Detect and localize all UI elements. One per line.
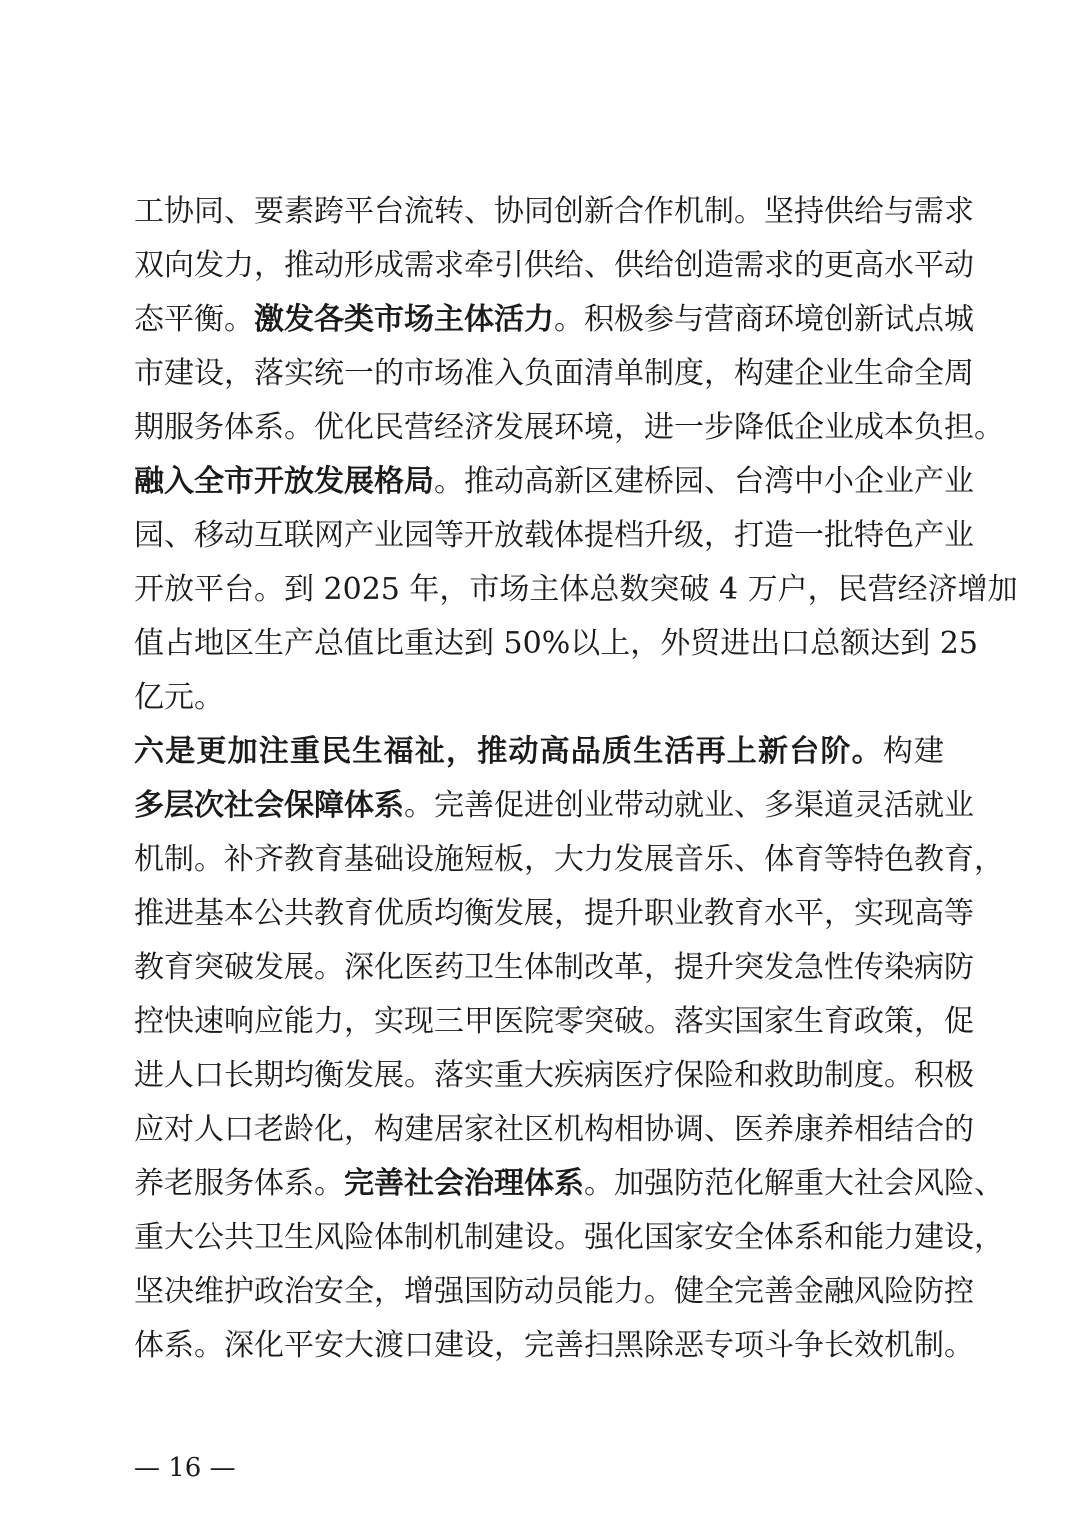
body-text	[134, 185, 1018, 1373]
text-line	[134, 833, 1004, 887]
page-number: — 16 —	[134, 1453, 236, 1483]
bold-text-run: 六是更加注重民生福祉，推动高品质生活再上新台阶。	[134, 734, 883, 769]
text-line	[134, 779, 974, 833]
text-line	[134, 455, 974, 509]
text-run: 。积极参与营商环境创新试点城	[554, 302, 974, 337]
text-line	[134, 563, 1018, 617]
text-line	[134, 1049, 974, 1103]
text-run: 构建	[882, 734, 945, 769]
text-run: 推进基本公共教育优质均衡发展，提升职业教育水平，实现高等	[134, 896, 974, 931]
paragraph-1	[134, 185, 1018, 725]
text-line	[134, 1103, 974, 1157]
text-line	[134, 725, 944, 779]
text-run: 值占地区生产总值比重达到 50%以上，外贸进出口总额达到 25	[134, 626, 978, 661]
text-run: 市建设，落实统一的市场准入负面清单制度，构建企业生命全周	[134, 356, 974, 391]
text-line	[134, 671, 944, 725]
text-run: 。完善促进创业带动就业、多渠道灵活就业	[404, 788, 974, 823]
text-line	[134, 995, 974, 1049]
text-line	[134, 509, 974, 563]
text-run: 态平衡。	[134, 302, 254, 337]
text-run: 控快速响应能力，实现三甲医院零突破。落实国家生育政策，促	[134, 1004, 974, 1039]
text-line	[134, 617, 978, 671]
text-run: 重大公共卫生风险体制机制建设。强化国家安全体系和能力建设，	[134, 1220, 1004, 1255]
paragraph-2	[134, 725, 1004, 1373]
text-line	[134, 293, 974, 347]
text-line	[134, 941, 974, 995]
text-run: 工协同、要素跨平台流转、协同创新合作机制。坚持供给与需求	[134, 194, 974, 229]
text-line	[134, 185, 974, 239]
text-run: 。推动高新区建桥园、台湾中小企业产业	[434, 464, 974, 499]
bold-text-run: 激发各类市场主体活力	[254, 302, 554, 337]
text-run: 开放平台。到 2025 年，市场主体总数突破 4 万户，民营经济增加	[134, 572, 1018, 607]
bold-text-run: 多层次社会保障体系	[134, 788, 404, 823]
text-run: 进人口长期均衡发展。落实重大疾病医疗保险和救助制度。积极	[134, 1058, 974, 1093]
text-line	[134, 401, 1004, 455]
text-run: 机制。补齐教育基础设施短板，大力发展音乐、体育等特色教育，	[134, 842, 1004, 877]
text-line	[134, 1319, 974, 1373]
text-run: 园、移动互联网产业园等开放载体提档升级，打造一批特色产业	[134, 518, 974, 553]
text-run: 养老服务体系。	[134, 1166, 344, 1201]
text-run: 体系。深化平安大渡口建设，完善扫黑除恶专项斗争长效机制。	[134, 1328, 974, 1363]
text-line	[134, 239, 974, 293]
text-run: 坚决维护政治安全，增强国防动员能力。健全完善金融风险防控	[134, 1274, 974, 1309]
text-run: 教育突破发展。深化医药卫生体制改革，提升突发急性传染病防	[134, 950, 974, 985]
bold-text-run: 融入全市开放发展格局	[134, 464, 434, 499]
bold-text-run: 完善社会治理体系	[344, 1166, 584, 1201]
text-line	[134, 1157, 1004, 1211]
text-line	[134, 1211, 1004, 1265]
text-line	[134, 347, 974, 401]
text-run: 双向发力，推动形成需求牵引供给、供给创造需求的更高水平动	[134, 248, 974, 283]
text-line	[134, 887, 974, 941]
text-run: 应对人口老龄化，构建居家社区机构相协调、医养康养相结合的	[134, 1112, 974, 1147]
text-line	[134, 1265, 974, 1319]
text-run: 亿元。	[134, 680, 224, 715]
text-run: 。加强防范化解重大社会风险、	[584, 1166, 1004, 1201]
text-run: 期服务体系。优化民营经济发展环境，进一步降低企业成本负担。	[134, 410, 1004, 445]
